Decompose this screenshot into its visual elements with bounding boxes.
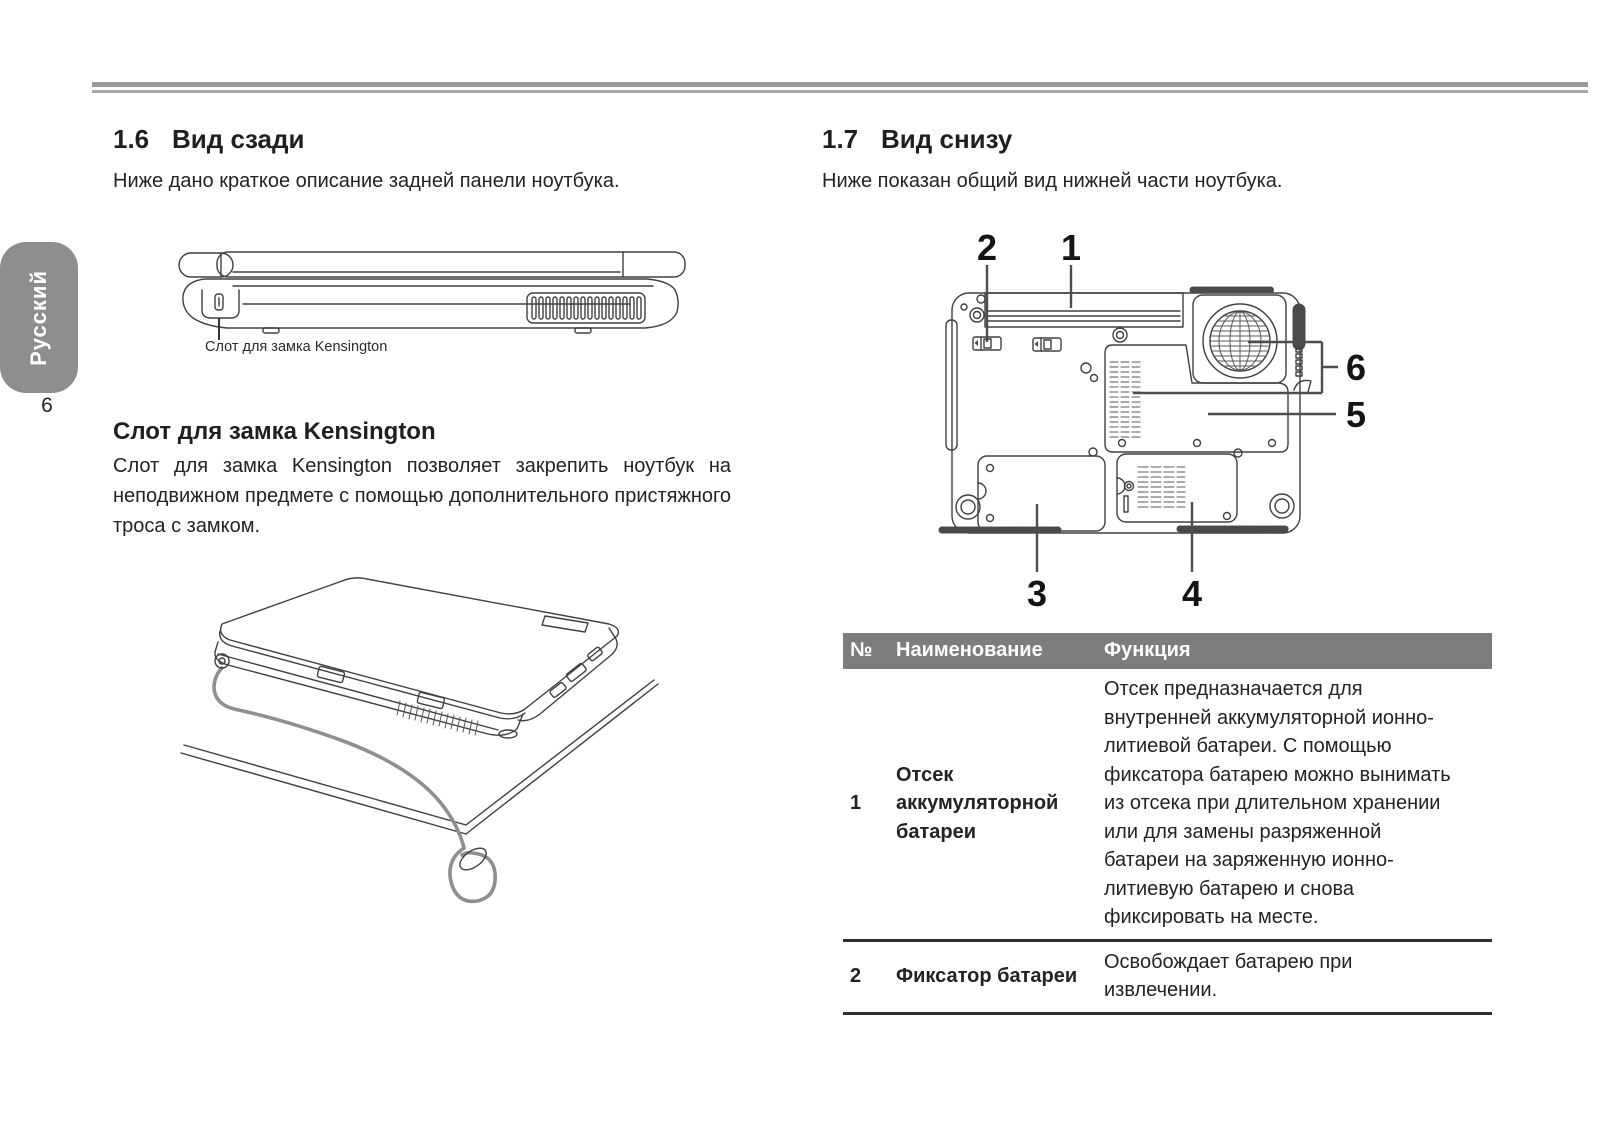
cable-lock-head: [215, 654, 490, 874]
callouts: [977, 227, 1366, 614]
section-title: Вид сзади: [172, 124, 305, 154]
section-title: Вид снизу: [881, 124, 1013, 154]
row-num: 2: [843, 940, 890, 1013]
section-heading-1-6: [113, 124, 304, 155]
laptop-perspective: [215, 578, 618, 738]
top-rule-thick: [92, 82, 1588, 87]
kensington-heading: Слот для замка Kensington: [113, 418, 436, 445]
cover4-vent-hatch: [1138, 467, 1185, 507]
bottom-view-line-art: [942, 290, 1311, 533]
callout-3: 3: [1026, 573, 1048, 614]
cover-vent-hatch: [1110, 362, 1142, 437]
parts-table: [843, 633, 1492, 1015]
row-function: Отсек предназначается для внутренней аккумуляторной ионно-литиевой батареи. С помощью фиксатора батарею можно вынимать из отсека при длительном хранении или для замены разряженной батареи на заряженную ионно-литиевую батарею и снова фиксировать на месте.: [1098, 669, 1492, 940]
table-row: [843, 940, 1492, 1013]
section-1-7-intro: Ниже показан общий вид нижней части ноутбука.: [822, 170, 1283, 192]
page-number: 6: [41, 394, 53, 417]
bottom-view-diagram: [880, 220, 1400, 620]
language-tab: [0, 242, 78, 393]
kensington-cable-illustration: [168, 562, 713, 917]
section-1-6-intro: Ниже дано краткое описание задней панели ноутбука.: [113, 170, 620, 192]
rear-view-line-art: [179, 252, 685, 333]
row-function: Освобождает батарею при извлечении.: [1098, 940, 1492, 1013]
row-name: Фиксатор батареи: [890, 940, 1098, 1013]
top-rule-thin: [92, 90, 1588, 93]
callout-1: 1: [1060, 227, 1082, 268]
header-function: Функция: [1098, 633, 1492, 669]
parts-table-header-row: [843, 633, 1492, 669]
row-num: 1: [843, 669, 890, 940]
callout-5: 5: [1345, 394, 1367, 435]
kensington-body: Слот для замка Kensington позволяет закрепить ноутбук на неподвижном предмете с помощью дополнительного пристяжного троса с замком.: [113, 455, 731, 537]
row-name: Отсек аккумуляторной батареи: [890, 669, 1098, 940]
callout-2: 2: [976, 227, 998, 268]
table-row: [843, 669, 1492, 940]
rear-diagram-label: Слот для замка Kensington: [205, 339, 388, 355]
section-number: 1.6: [113, 124, 150, 154]
section-number: 1.7: [822, 124, 859, 154]
header-name: Наименование: [890, 633, 1098, 669]
callout-4: 4: [1181, 573, 1203, 614]
callout-6: 6: [1345, 347, 1367, 388]
rear-view-diagram: [175, 248, 695, 348]
header-num: №: [843, 633, 890, 669]
language-tab-label: Русский: [26, 269, 51, 366]
section-heading-1-7: [822, 124, 1012, 155]
